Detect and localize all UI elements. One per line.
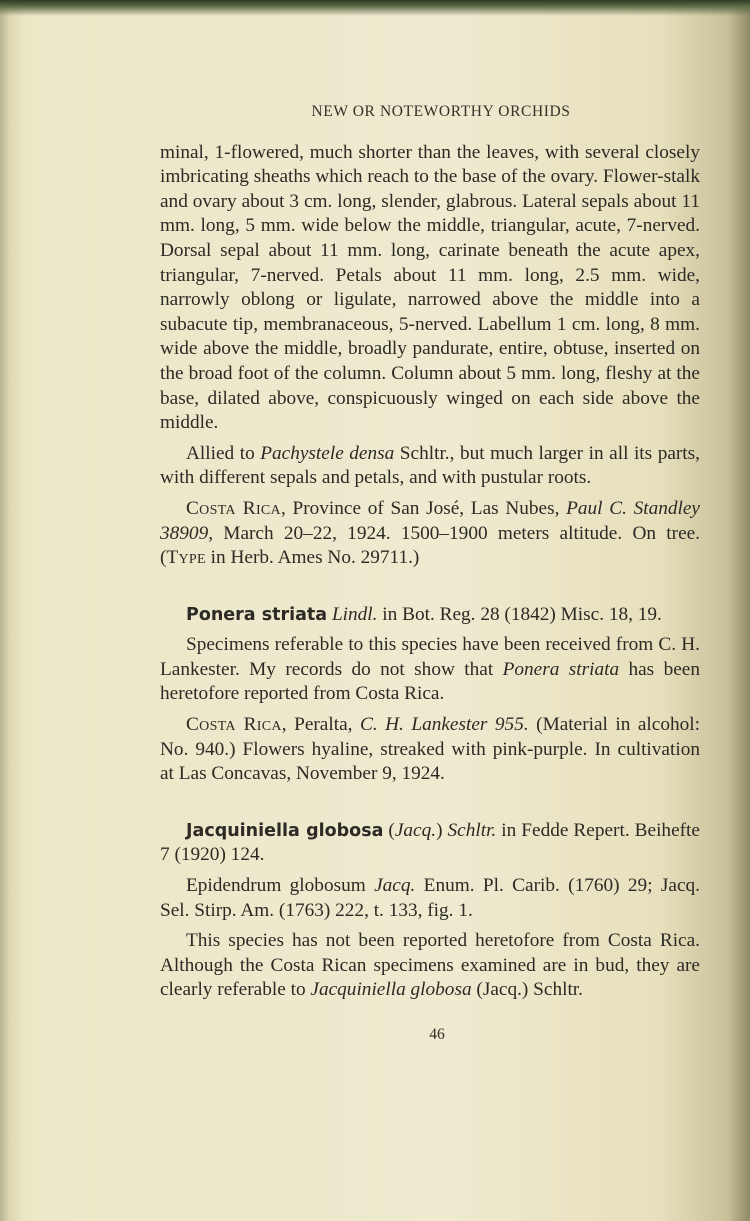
author-name: Lindl. [331, 603, 378, 625]
species-name: Jacquiniella globosa [186, 820, 384, 841]
synonym-paragraph: Epidendrum globosum Jacq. Enum. Pl. Carib. (1760) 29; Jacq. Sel. Stirp. Am. (1763) 222, t. 133, fig. 1. [160, 875, 700, 921]
section-gap [160, 577, 700, 603]
running-title: NEW OR NOTEWORTHY ORCHIDS [311, 103, 571, 120]
author-name: Jacq. [394, 819, 437, 841]
species-name: Ponera striata [186, 604, 328, 625]
author-name: Jacq. [374, 875, 416, 897]
taxon-name: Ponera striata [502, 658, 620, 680]
author-name: Schltr. [447, 819, 497, 841]
species-heading-ponera: Ponera striata Lindl. in Bot. Reg. 28 (1842) Misc. 18, 19. [186, 603, 662, 625]
type-label: Type [166, 547, 206, 569]
species-heading-jacquiniella: Jacquiniella globosa (Jacq.) Schltr. in Fedde Repert. Beihefte 7 (1920) 124. [160, 819, 700, 866]
collector-citation: Paul C. Standley 38909, [160, 497, 700, 544]
page-content [160, 100, 700, 1048]
ponera-citation-paragraph: Costa Rica, Peralta, C. H. Lankester 955. (Material in alcohol: No. 940.) Flowers hyaline, streaked with pink-purple. In cultivation at Las Concavas, November 9, 1924. [160, 714, 700, 785]
page-number: 46 [429, 1026, 445, 1043]
page-edge-shadow [0, 0, 750, 16]
ponera-remarks-paragraph: Specimens referable to this species have been received from C. H. Lankester. My records do not show that Ponera striata has been heretofore reported from Costa Rica. [160, 634, 700, 705]
jacquiniella-remarks-paragraph: This species has not been reported heretofore from Costa Rica. Although the Costa Rican specimens examined are in bud, they are clearly referable to Jacquiniella globosa (Jacq.) Schltr. [160, 930, 700, 1001]
affinity-paragraph: Allied to Pachystele densa Schltr., but much larger in all its parts, with different sepals and petals, and with pustular roots. [160, 442, 700, 489]
taxon-name: Pachystele densa [260, 442, 395, 464]
collector-citation: C. H. Lankester 955. [359, 714, 529, 736]
specimen-citation-paragraph: Costa Rica, Province of San José, Las Nubes, Paul C. Standley 38909, March 20–22, 1924. 1500–1900 meters altitude. On tree. (Type in Herb. Ames No. 29711.) [160, 497, 700, 569]
locality-country: Costa Rica [186, 714, 282, 736]
description-paragraph: minal, 1-flowered, much shorter than the leaves, with several closely imbricating sheaths which reach to the base of the ovary. Flower-stalk and ovary about 3 cm. long, slender, glabrous. Lateral sepals about 11 mm. long, 5 mm. wide below the middle, triangular, acute, 7-nerved. Dorsal sepal about 11 mm. long, carinate beneath the acute apex, triangular, 7-nerved. Petals about 11 mm. long, 2.5 mm. wide, narrowly oblong or ligulate, narrowed above the middle into a subacute tip, membranaceous, 5-nerved. Labellum 1 cm. long, 8 mm. wide above the middle, broadly pandurate, entire, obtuse, inserted on the broad foot of the column. Column about 5 mm. long, fleshy at the base, dilated above, conspicuously winged on each side above the middle. [160, 141, 700, 434]
section-gap [160, 793, 700, 819]
locality-country: Costa Rica [186, 497, 281, 519]
taxon-name: Jacquiniella globosa [310, 979, 472, 1001]
